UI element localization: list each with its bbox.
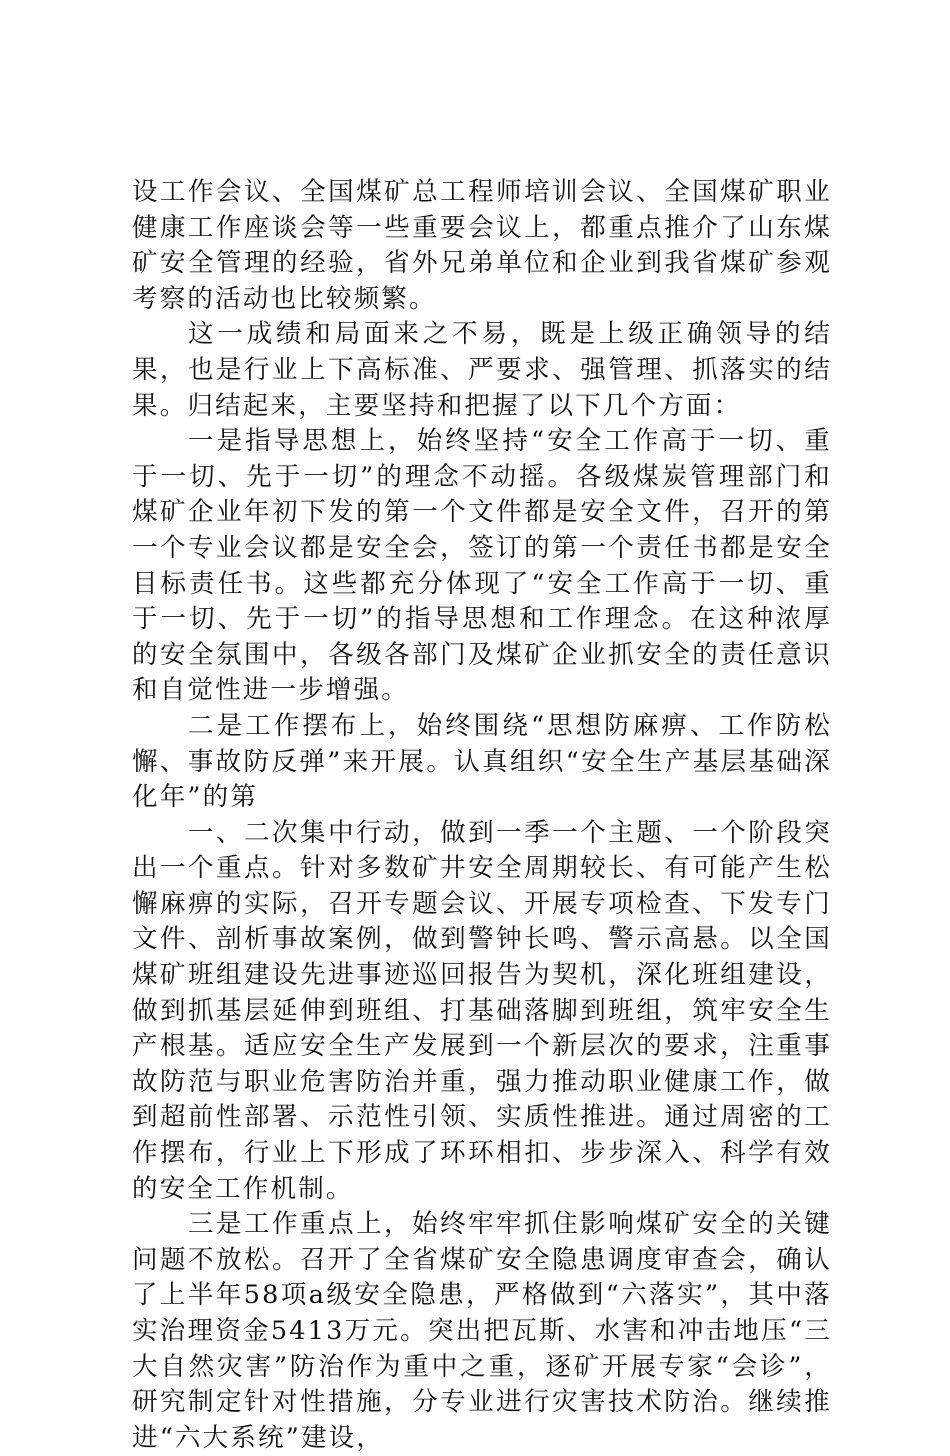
paragraph-6: 三是工作重点上，始终牢牢抓住影响煤矿安全的关键问题不放松。召开了全省煤矿安全隐患调度审查会，确认了上半年58项a级安全隐患，严格做到“六落实”，其中落实治理资金5413万元。突出把瓦斯、水害和冲击地压“三大自然灾害”防治作为重中之重，逐矿开展专家“会诊”，研究制定针对性措施，分专业进行灾害技术防治。继续推进“六大系统”建设， (132, 1209, 832, 1453)
paragraph-1: 设工作会议、全国煤矿总工程师培训会议、全国煤矿职业健康工作座谈会等一些重要会议上，都重点推介了山东煤矿安全管理的经验，省外兄弟单位和企业到我省煤矿参观考察的活动也比较频繁。 (132, 177, 832, 314)
document-body (132, 175, 832, 1456)
paragraph-4: 二是工作摆布上，始终围绕“思想防麻痹、工作防松懈、事故防反弹”来开展。认真组织“安全生产基层基础深化年”的第 (132, 710, 832, 813)
paragraph-2: 这一成绩和局面来之不易，既是上级正确领导的结果，也是行业上下高标准、严要求、强管理、抓落实的结果。归结起来，主要坚持和把握了以下几个方面： (132, 319, 832, 421)
paragraph-5: 一、二次集中行动，做到一季一个主题、一个阶段突出一个重点。针对多数矿井安全周期较长、有可能产生松懈麻痹的实际，召开专题会议、开展专项检查、下发专门文件、剖析事故案例，做到警钟长鸣、警示高悬。以全国煤矿班组建设先进事迹巡回报告为契机，深化班组建设，做到抓基层延伸到班组、打基础落脚到班组，筑牢安全生产根基。适应安全生产发展到一个新层次的要求，注重事故防范与职业危害防治并重，强力推动职业健康工作，做到超前性部署、示范性引领、实质性推进。通过周密的工作摆布，行业上下形成了环环相扣、步步深入、科学有效的安全工作机制。 (132, 817, 832, 1204)
paragraph-3: 一是指导思想上，始终坚持“安全工作高于一切、重于一切、先于一切”的理念不动摇。各级煤炭管理部门和煤矿企业年初下发的第一个文件都是安全文件，召开的第一个专业会议都是安全会，签订的第一个责任书都是安全目标责任书。这些都充分体现了“安全工作高于一切、重于一切、先于一切”的指导思想和工作理念。在这种浓厚的安全氛围中，各级各部门及煤矿企业抓安全的责任意识和自觉性进一步增强。 (132, 426, 832, 706)
